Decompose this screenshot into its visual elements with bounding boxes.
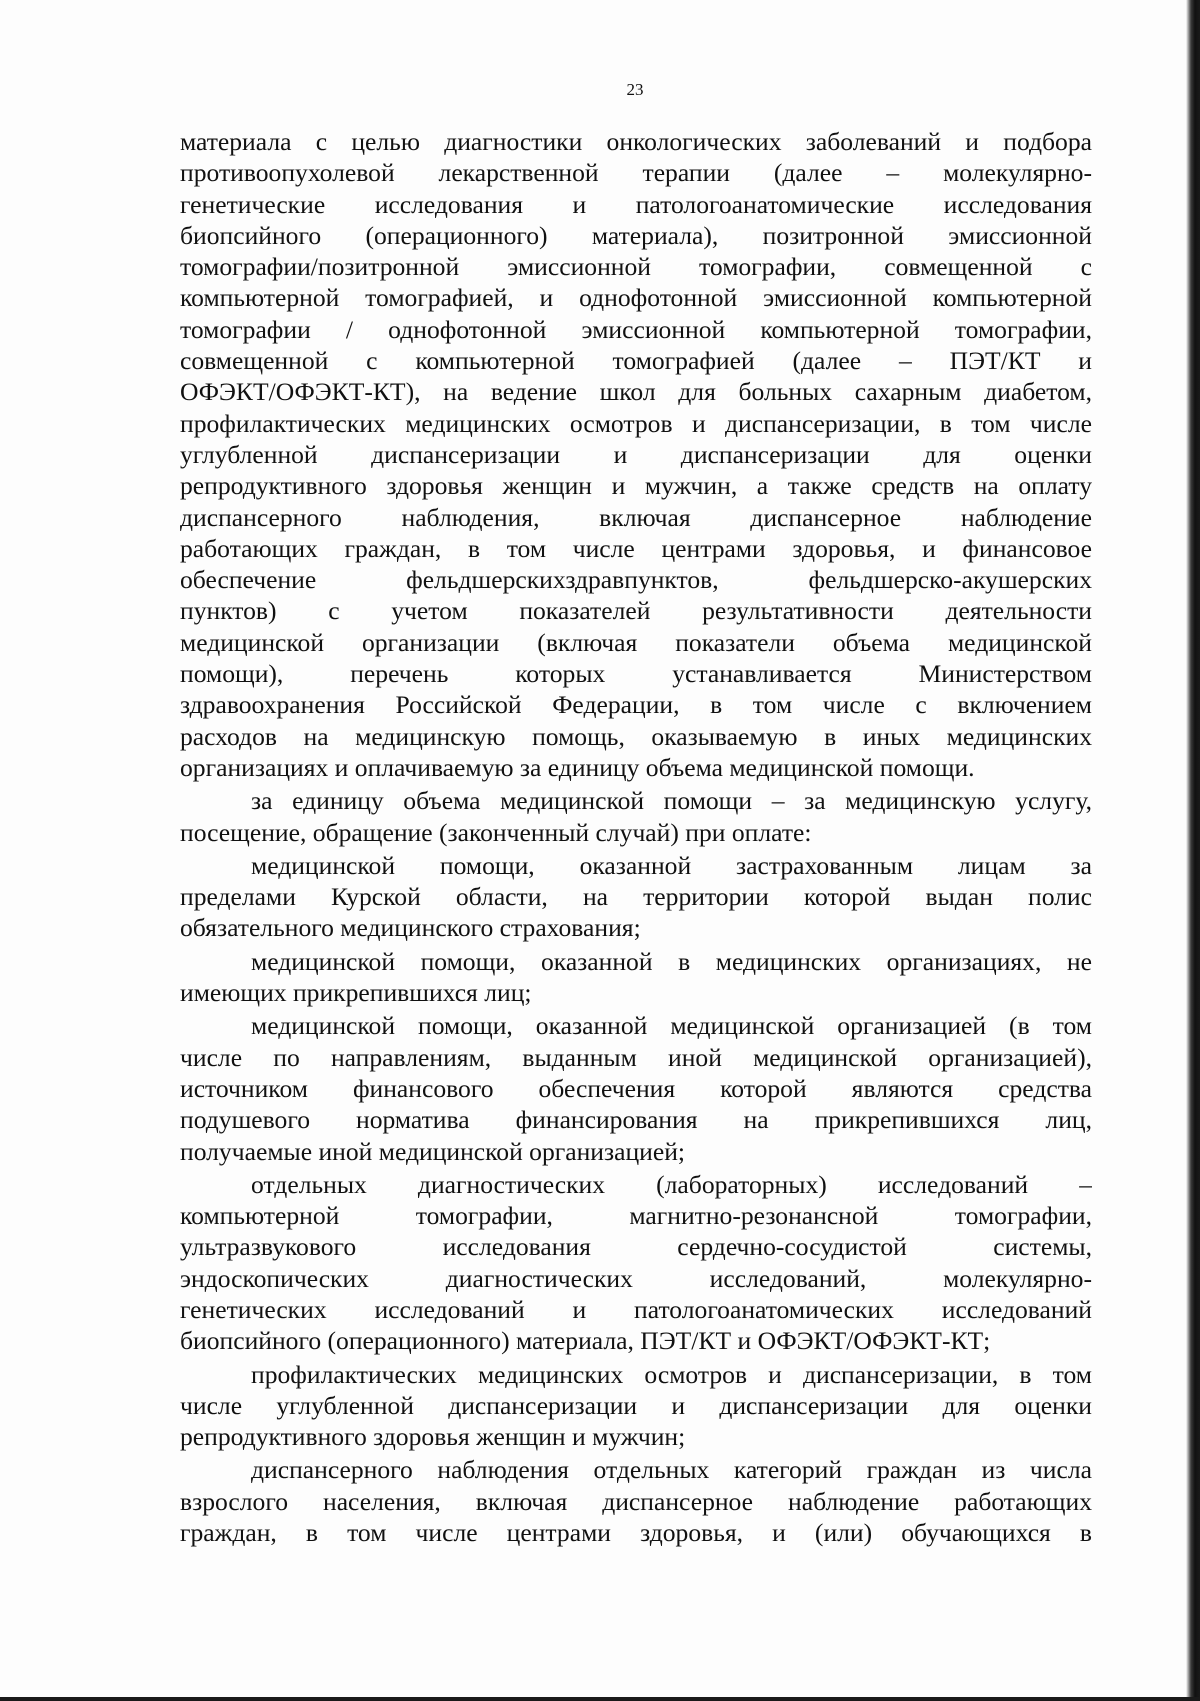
text-line: компьютерной томографии, магнитно-резонансной томографии, <box>180 1201 1092 1231</box>
paragraph <box>180 946 1092 1009</box>
text-line: подушевого норматива финансирования на прикрепившихся лиц, <box>180 1105 1092 1135</box>
paragraph <box>180 785 1092 848</box>
text-line: эндоскопических диагностических исследований, молекулярно- <box>180 1263 1092 1293</box>
text-line: медицинской помощи, оказанной в медицинских организациях, не <box>251 946 1092 976</box>
text-line: углубленной диспансеризации и диспансеризации для оценки <box>180 439 1092 469</box>
text-line: ОФЭКТ/ОФЭКТ-КТ), на ведение школ для больных сахарным диабетом, <box>180 377 1092 407</box>
text-line: отдельных диагностических (лабораторных) исследований – <box>251 1169 1092 1199</box>
text-line: томографии / однофотонной эмиссионной компьютерной томографии, <box>180 314 1092 344</box>
text-line: пунктов) с учетом показателей результативности деятельности <box>180 596 1092 626</box>
text-line: обязательного медицинского страхования; <box>180 913 641 943</box>
text-line: помощи), перечень которых устанавливается Министерством <box>180 659 1092 689</box>
text-line: организациях и оплачиваемую за единицу объема медицинской помощи. <box>180 752 975 782</box>
text-line: числе углубленной диспансеризации и диспансеризации для оценки <box>180 1390 1092 1420</box>
page-number: 23 <box>626 80 644 99</box>
text-line: репродуктивного здоровья женщин и мужчин; <box>180 1422 686 1452</box>
scan-border-bottom <box>0 1697 1200 1701</box>
text-line: профилактических медицинских осмотров и диспансеризации, в том числе <box>180 408 1092 438</box>
document-body <box>180 126 1092 1548</box>
text-line: диспансерного наблюдения, включая диспансерное наблюдение <box>180 502 1092 532</box>
paragraph <box>180 1359 1092 1453</box>
text-line: источником финансового обеспечения которой являются средства <box>180 1073 1092 1103</box>
paragraph <box>180 850 1092 944</box>
text-line: биопсийного (операционного) материала, ПЭТ/КТ и ОФЭКТ/ОФЭКТ-КТ; <box>180 1326 991 1356</box>
text-line: посещение, обращение (законченный случай) при оплате: <box>180 817 812 847</box>
text-line: взрослого населения, включая диспансерное наблюдение работающих <box>180 1486 1092 1516</box>
text-line: обеспечение фельдшерскихздравпунктов, фельдшерско-акушерских <box>180 565 1092 595</box>
text-line: противоопухолевой лекарственной терапии (далее – молекулярно- <box>180 158 1092 188</box>
paragraph <box>180 126 1092 783</box>
text-line: пределами Курской области, на территории которой выдан полис <box>180 882 1092 912</box>
text-line: граждан, в том числе центрами здоровья, и (или) обучающихся в <box>180 1518 1092 1548</box>
text-line: медицинской организации (включая показатели объема медицинской <box>180 627 1092 657</box>
text-line: компьютерной томографией, и однофотонной эмиссионной компьютерной <box>180 283 1092 313</box>
text-line: работающих граждан, в том числе центрами здоровья, и финансовое <box>180 533 1092 563</box>
text-line: числе по направлениям, выданным иной медицинской организацией), <box>180 1042 1092 1072</box>
text-line: генетические исследования и патологоанатомические исследования <box>180 189 1092 219</box>
paragraph <box>180 1454 1092 1548</box>
text-line: совмещенной с компьютерной томографией (далее – ПЭТ/КТ и <box>180 346 1092 376</box>
text-line: медицинской помощи, оказанной медицинской организацией (в том <box>251 1011 1092 1041</box>
text-line: материала с целью диагностики онкологических заболеваний и подбора <box>180 127 1092 156</box>
text-line: получаемые иной медицинской организацией; <box>180 1136 686 1166</box>
text-line: здравоохранения Российской Федерации, в том числе с включением <box>180 690 1092 720</box>
text-line: томографии/позитронной эмиссионной томографии, совмещенной с <box>180 252 1092 282</box>
scan-border-right <box>1186 0 1200 1701</box>
text-line: ультразвукового исследования сердечно-сосудистой системы, <box>180 1232 1092 1262</box>
text-line: профилактических медицинских осмотров и диспансеризации, в том <box>251 1359 1092 1389</box>
text-line: медицинской помощи, оказанной застрахованным лицам за <box>251 850 1092 880</box>
text-line: диспансерного наблюдения отдельных категорий граждан из числа <box>251 1455 1092 1485</box>
text-line: генетических исследований и патологоанатомических исследований <box>180 1294 1092 1324</box>
text-line: репродуктивного здоровья женщин и мужчин, а также средств на оплату <box>180 471 1092 501</box>
text-line: за единицу объема медицинской помощи – за медицинскую услугу, <box>251 786 1092 816</box>
paragraph <box>180 1010 1092 1166</box>
text-line: расходов на медицинскую помощь, оказываемую в иных медицинских <box>180 721 1092 751</box>
paragraph <box>180 1169 1092 1357</box>
text-line: имеющих прикрепившихся лиц; <box>180 978 532 1008</box>
text-line: биопсийного (операционного) материала), позитронной эмиссионной <box>180 220 1092 250</box>
